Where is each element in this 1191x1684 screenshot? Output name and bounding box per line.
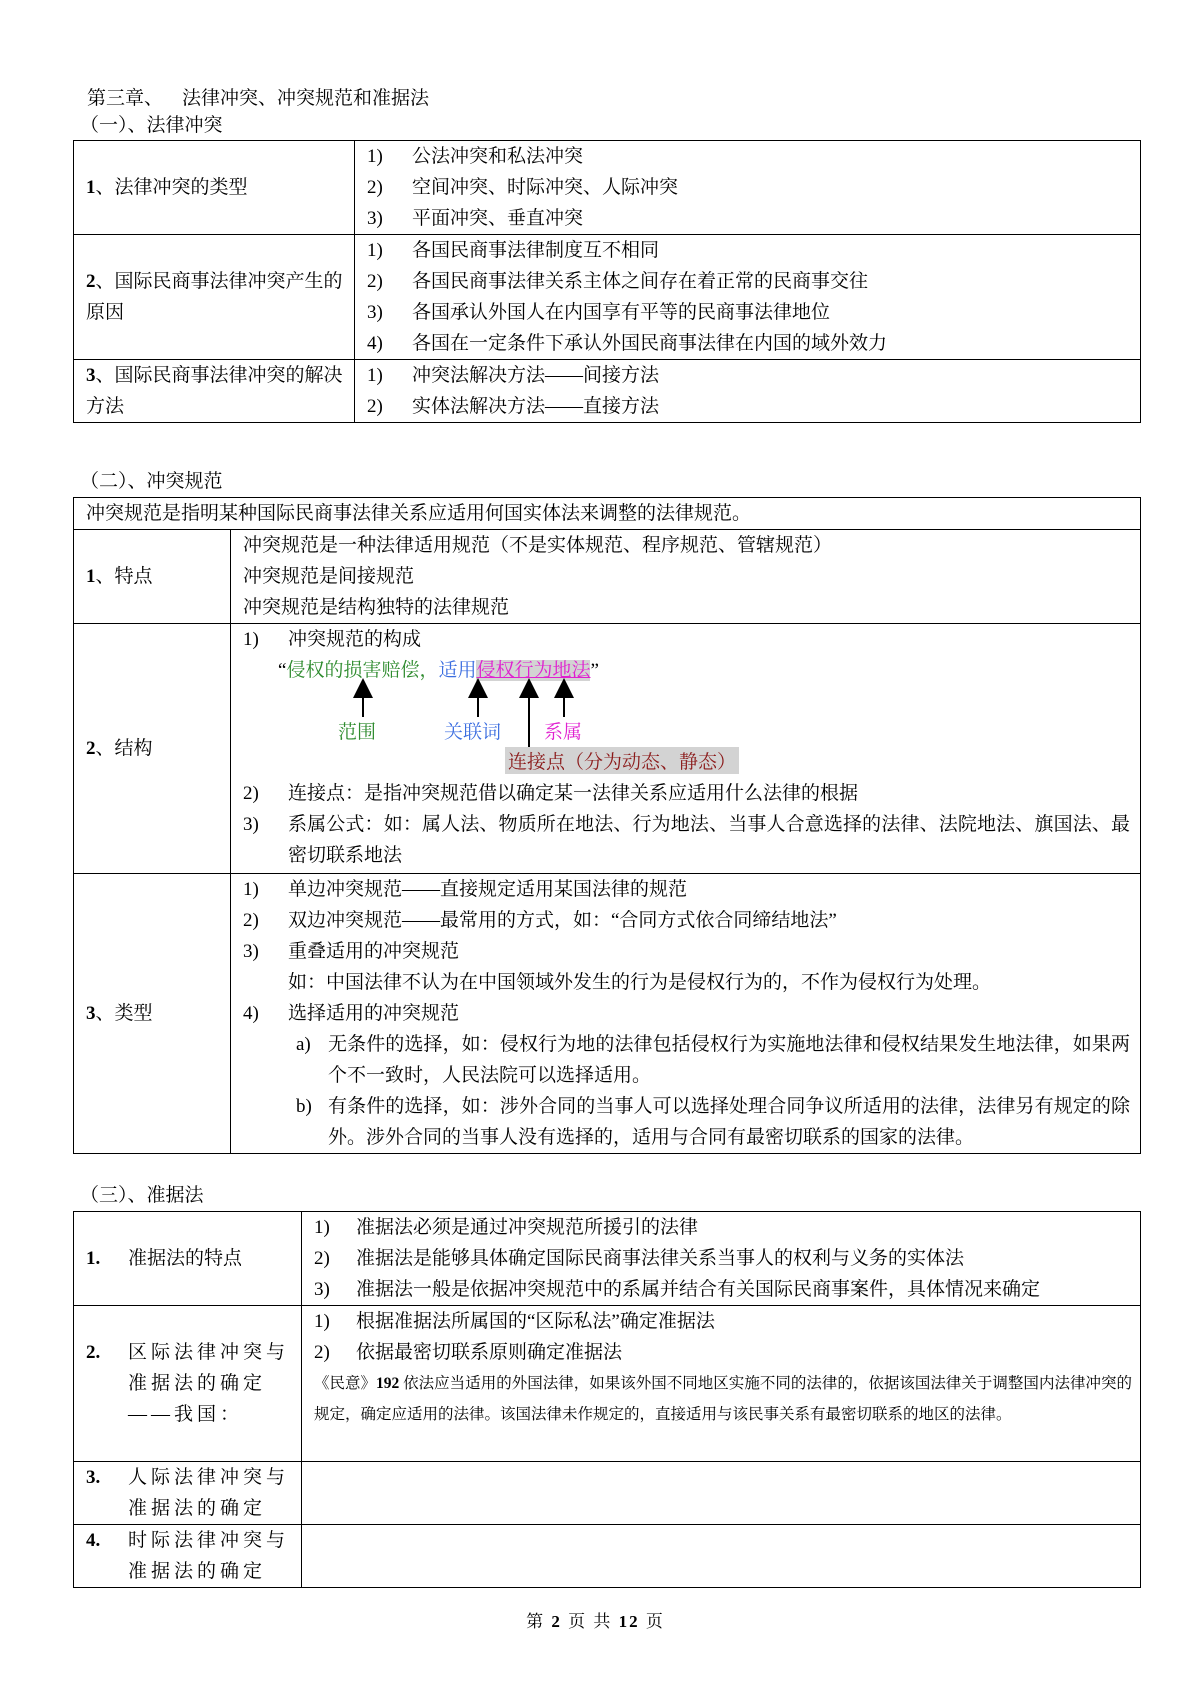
- list-item: 1) 准据法必须是通过冲突规范所援引的法律: [314, 1217, 699, 1238]
- legal-note: 《民意》192 依法应当适用的外国法律，如果该外国不同地区实施不同的法律的，依据该国法律关于调整国内法律冲突的规定，确定应适用的法律。该国法律未作规定的，直接适用与该民事关系有最密切联系的地区的法律。: [314, 1375, 1132, 1423]
- sub-list-item: b) 有条件的选择，如：涉外合同的当事人可以选择处理合同争议所适用的法律，法律另有规定的除外。涉外合同的当事人没有选择的，适用与合同有最密切联系的国家的法律。: [296, 1096, 1130, 1148]
- list-item: 2) 空间冲突、时际冲突、人际冲突: [367, 177, 679, 198]
- row-label: 1、特点: [74, 530, 231, 624]
- list-item: 2) 双边冲突规范——最常用的方式，如：“合同方式依合同缔结地法”: [243, 910, 837, 931]
- list-item: 3) 重叠适用的冲突规范: [243, 941, 460, 962]
- row-content: [231, 624, 1141, 874]
- list-item: 1) 单边冲突规范——直接规定适用某国法律的规范: [243, 879, 688, 900]
- list-item: 2) 准据法是能够具体确定国际民商事法律关系当事人的权利与义务的实体法: [314, 1248, 965, 1269]
- conflict-rule-table: [73, 497, 1141, 1154]
- list-item: 1) 各国民商事法律制度互不相同: [367, 240, 660, 261]
- list-item: 1) 根据准据法所属国的“区际私法”确定准据法: [314, 1311, 715, 1332]
- row-content: [302, 1306, 1141, 1462]
- row-label: 3、类型: [74, 874, 231, 1154]
- section-2-heading: （二）、冲突规范: [80, 471, 223, 492]
- row-label: 2、国际民商事法律冲突产生的原因: [74, 235, 355, 360]
- row-content: [231, 530, 1141, 624]
- row-label: 1、法律冲突的类型: [74, 141, 355, 235]
- row-label: 1. 准据法的特点: [74, 1212, 302, 1306]
- list-item: 4) 选择适用的冲突规范: [243, 1003, 460, 1024]
- row-content: [355, 235, 1141, 360]
- list-item: 2) 连接点：是指冲突规范借以确定某一法律关系应适用什么法律的根据: [243, 783, 859, 804]
- feature-line: 冲突规范是结构独特的法律规范: [243, 597, 510, 618]
- definition-row: 冲突规范是指明某种国际民商事法律关系应适用何国实体法来调整的法律规范。: [74, 498, 1141, 530]
- list-item: 2) 各国民商事法律关系主体之间存在着正常的民商事交往: [367, 271, 869, 292]
- connecting-point-label: 连接点（分为动态、静态）: [505, 747, 739, 774]
- row-label: 2、结构: [74, 624, 231, 874]
- row-content: [302, 1212, 1141, 1306]
- row-label: 3. 人际法律冲突与准据法的确定: [74, 1462, 302, 1525]
- list-item: 如：中国法律不认为在中国领域外发生的行为是侵权行为的，不作为侵权行为处理。: [288, 972, 992, 993]
- list-item: 3) 系属公式：如：属人法、物质所在地法、行为地法、当事人合意选择的法律、法院地法、旗国法、最密切联系地法: [243, 814, 1130, 866]
- feature-line: 冲突规范是一种法律适用规范（不是实体规范、程序规范、管辖规范）: [243, 535, 833, 556]
- section-3-heading: （三）、准据法: [80, 1185, 204, 1206]
- section-1-heading: （一）、法律冲突: [80, 115, 223, 136]
- row-label: 2. 区际法律冲突与准据法的确定——我国：: [74, 1306, 302, 1462]
- list-item: 2) 实体法解决方法——直接方法: [367, 396, 660, 417]
- scope-label: 范围: [338, 722, 377, 743]
- list-item: 3) 各国承认外国人在内国享有平等的民商事法律地位: [367, 302, 831, 323]
- row-content: [302, 1462, 1141, 1525]
- structure-diagram: [231, 655, 1140, 778]
- list-item: 1) 公法冲突和私法冲突: [367, 146, 584, 167]
- list-item: 2) 依据最密切联系原则确定准据法: [314, 1342, 623, 1363]
- page-footer: 第 2 页 共 12 页: [526, 1612, 665, 1631]
- conflict-of-laws-table: [73, 140, 1141, 423]
- row-content: [355, 360, 1141, 423]
- list-item: 1) 冲突法解决方法——间接方法: [367, 365, 660, 386]
- feature-line: 冲突规范是间接规范: [243, 566, 415, 587]
- list-item: 3) 准据法一般是依据冲突规范中的系属并结合有关国际民商事案件，具体情况来确定: [314, 1279, 1041, 1300]
- row-content: [302, 1525, 1141, 1588]
- link-word-label: 关联词: [444, 722, 502, 743]
- row-content: [355, 141, 1141, 235]
- row-content: [231, 874, 1141, 1154]
- row-label: 3、国际民商事法律冲突的解决方法: [74, 360, 355, 423]
- chapter-title: 第三章、 法律冲突、冲突规范和准据法: [87, 88, 430, 109]
- structure-example: “侵权的损害赔偿，适用侵权行为地法”: [278, 660, 599, 681]
- row-label: 4. 时际法律冲突与准据法的确定: [74, 1525, 302, 1588]
- sub-list-item: a) 无条件的选择，如：侵权行为地的法律包括侵权行为实施地法律和侵权结果发生地法律，如果两个不一致时，人民法院可以选择适用。: [296, 1034, 1130, 1086]
- list-item: 4) 各国在一定条件下承认外国民商事法律在内国的域外效力: [367, 333, 888, 354]
- applicable-law-table: [73, 1211, 1141, 1588]
- attribution-label: 系属: [544, 722, 583, 743]
- list-item: 3) 平面冲突、垂直冲突: [367, 208, 584, 229]
- list-item: 1) 冲突规范的构成: [243, 629, 422, 650]
